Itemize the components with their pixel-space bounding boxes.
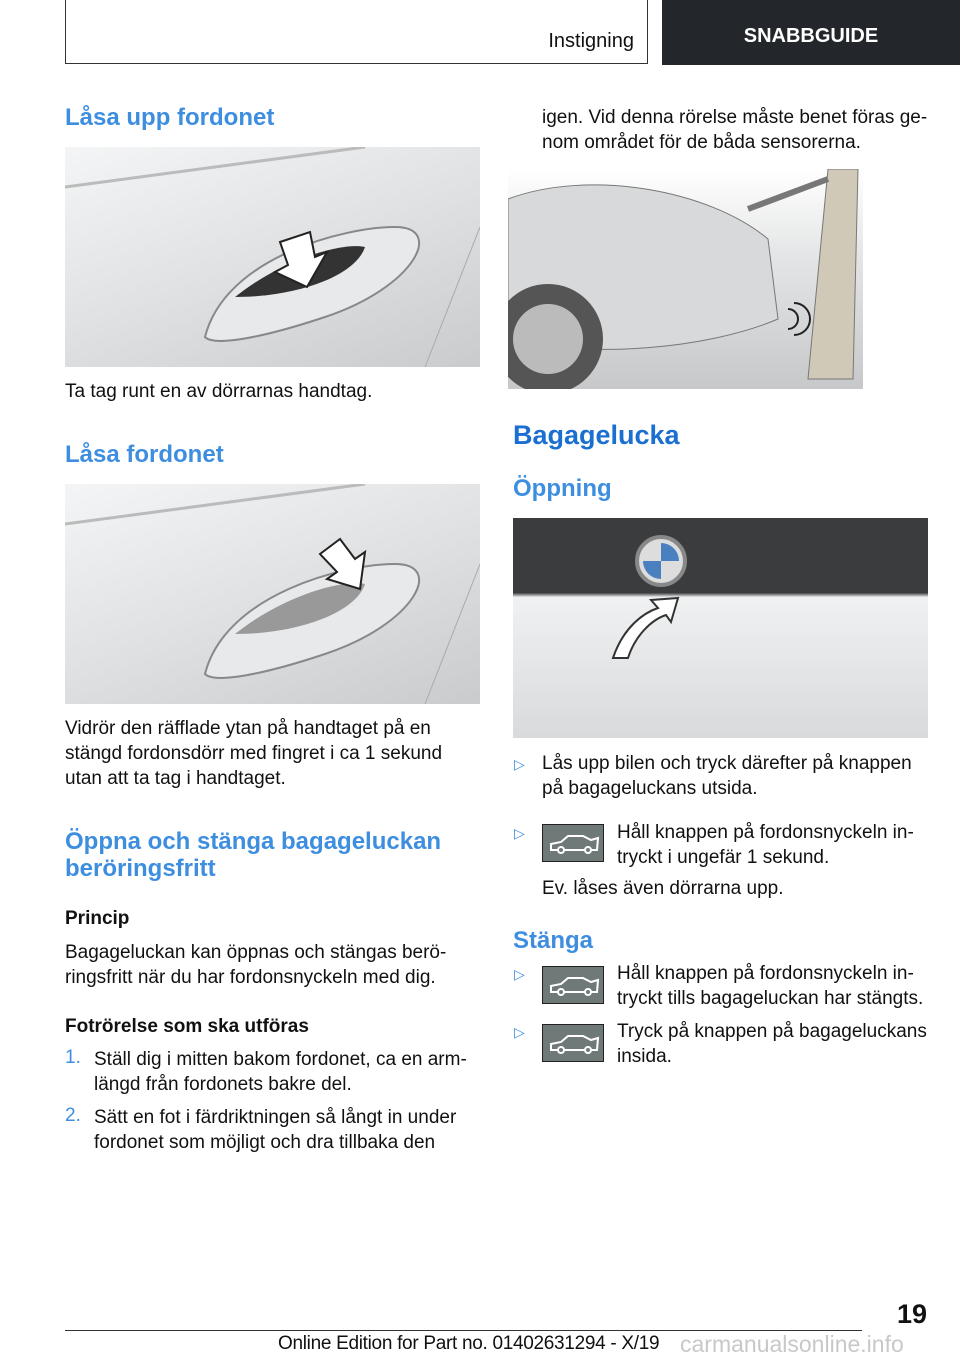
car-trunk-key-icon — [542, 966, 604, 1004]
heading-trunk: Bagagelucka — [513, 420, 680, 450]
door-handle-lock-image — [65, 484, 480, 704]
step-text: Sätt en fot i färdriktningen så långt in under fordonet som möjligt och dra tillbaka den — [94, 1107, 457, 1153]
lock-text: Vidrör den räfflade ytan på handtaget på en stängd fordonsdörr med fingret i ca 1 sekund utan att ta tag i handtaget. — [65, 718, 443, 789]
bullet-triangle-icon: ▷ — [514, 825, 525, 841]
unlock-text: Ta tag runt en av dörrarnas handtag. — [65, 381, 373, 402]
heading-lock: Låsa fordonet — [65, 441, 224, 468]
principle-heading: Princip — [65, 908, 130, 929]
heading-opening: Öppning — [513, 475, 612, 502]
chapter-tab: SNABBGUIDE — [662, 0, 960, 65]
continued-text: igen. Vid denna rörelse måste benet föras ge- nom området för de båda sensorerna. — [542, 107, 928, 153]
foot-sensor-image — [508, 169, 863, 389]
open-note: Ev. låses även dörrarna upp. — [542, 878, 784, 899]
motion-heading: Fotrörelse som ska utföras — [65, 1016, 309, 1037]
bullet-triangle-icon: ▷ — [514, 966, 525, 982]
bullet-triangle-icon: ▷ — [514, 756, 525, 772]
step-number: 2. — [65, 1105, 81, 1126]
bullet-triangle-icon: ▷ — [514, 1024, 525, 1040]
car-trunk-key-icon — [542, 1024, 604, 1062]
watermark: carmanualsonline.info — [680, 1331, 904, 1357]
section-title: Instigning — [548, 30, 634, 52]
heading-unlock: Låsa upp fordonet — [65, 104, 275, 131]
car-trunk-key-icon — [542, 824, 604, 862]
page-number: 19 — [897, 1299, 928, 1329]
open-item-text: Lås upp bilen och tryck därefter på knappen på bagageluckans utsida. — [542, 753, 912, 799]
close-item-text: Tryck på knappen på bagageluckans insida. — [617, 1021, 927, 1067]
close-item-text: Håll knappen på fordonsnyckeln in- tryckt tills bagageluckan har stängts. — [617, 963, 924, 1009]
principle-text: Bagageluckan kan öppnas och stängas berö- ringsfritt när du har fordonsnyckeln med dig. — [65, 942, 447, 988]
trunk-button-image — [513, 518, 928, 738]
step-number: 1. — [65, 1047, 81, 1068]
heading-close: Stänga — [513, 927, 594, 954]
step-text: Ställ dig i mitten bakom fordonet, ca en arm- längd från fordonets bakre del. — [94, 1049, 467, 1095]
open-item-text: Håll knappen på fordonsnyckeln in- tryckt i ungefär 1 sekund. — [617, 822, 914, 868]
edition-text: Online Edition for Part no. 01402631294 - X/19 — [278, 1333, 660, 1354]
door-handle-unlock-image — [65, 147, 480, 367]
heading-touchless: Öppna och stänga bagageluckan beröringsfritt — [65, 828, 442, 882]
